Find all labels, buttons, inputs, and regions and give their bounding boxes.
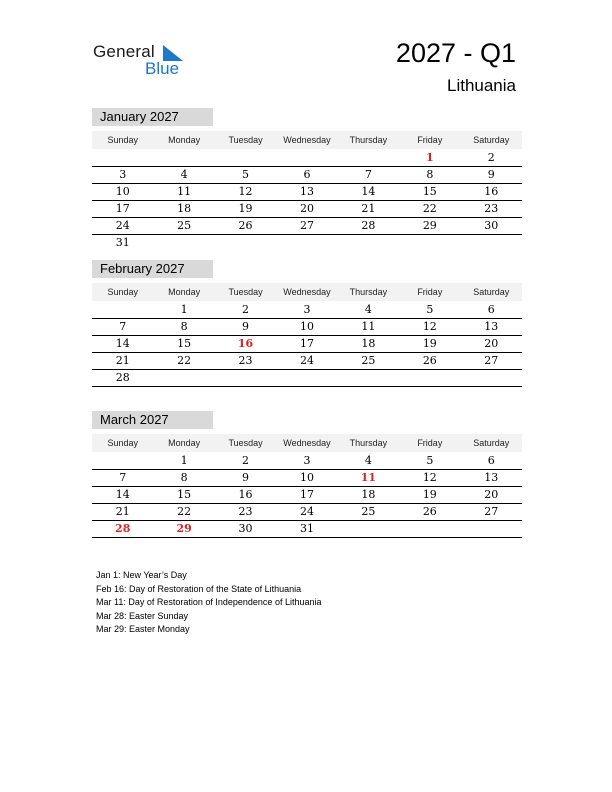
month-february — [92, 260, 522, 387]
day-cell: 31 — [115, 236, 130, 250]
day-cell: 10 — [276, 469, 337, 486]
weekday-label: Sunday — [92, 283, 153, 301]
day-cell: 28 — [338, 217, 399, 234]
holiday-notes — [96, 569, 321, 637]
weekday-label: Wednesday — [276, 283, 337, 301]
empty-day-cell — [338, 520, 399, 537]
day-cell: 13 — [461, 318, 522, 335]
week-row — [92, 234, 522, 251]
empty-day-cell — [92, 149, 153, 166]
month-title: March 2027 — [92, 411, 213, 429]
weekday-label: Friday — [399, 434, 460, 452]
weekday-label: Monday — [153, 434, 214, 452]
empty-day-cell — [153, 149, 214, 166]
day-cell: 27 — [276, 217, 337, 234]
empty-day-cell — [276, 234, 337, 251]
day-cell: 1 — [153, 452, 214, 469]
day-cell: 18 — [338, 486, 399, 503]
day-cell: 19 — [399, 486, 460, 503]
day-cell: 31 — [276, 520, 337, 537]
day-cell: 29 — [153, 520, 214, 537]
day-cell: 28 — [92, 520, 153, 537]
day-cell: 14 — [338, 183, 399, 200]
logo-general-text: General — [93, 42, 155, 61]
week-row — [92, 335, 522, 352]
weekday-label: Thursday — [338, 131, 399, 149]
day-cell: 15 — [153, 486, 214, 503]
empty-day-cell — [461, 234, 522, 251]
day-cell: 21 — [92, 352, 153, 369]
weekday-label: Thursday — [338, 283, 399, 301]
day-cell: 6 — [461, 452, 522, 469]
empty-day-cell — [276, 369, 337, 386]
empty-day-cell — [153, 369, 214, 386]
day-cell: 11 — [153, 183, 214, 200]
weekday-label: Tuesday — [215, 131, 276, 149]
day-cell: 4 — [153, 166, 214, 183]
day-cell: 5 — [399, 452, 460, 469]
empty-day-cell — [215, 149, 276, 166]
week-row — [92, 149, 522, 166]
day-cell: 20 — [461, 486, 522, 503]
day-cell: 30 — [461, 217, 522, 234]
day-cell: 1 — [399, 149, 460, 166]
weekday-label: Wednesday — [276, 434, 337, 452]
weekday-header-row — [92, 283, 522, 301]
month-january — [92, 108, 522, 251]
week-row — [92, 469, 522, 486]
day-cell: 22 — [153, 503, 214, 520]
weekday-label: Friday — [399, 131, 460, 149]
holiday-note: Mar 28: Easter Sunday — [96, 610, 189, 621]
day-cell: 21 — [92, 503, 153, 520]
day-cell: 24 — [92, 217, 153, 234]
holiday-note: Mar 11: Day of Restoration of Independence of Lithuania — [96, 597, 322, 607]
empty-day-cell — [92, 452, 153, 469]
page-title: 2027 - Q1 — [395, 38, 516, 68]
brand-logo — [93, 40, 193, 80]
day-cell: 25 — [153, 217, 214, 234]
weekday-label: Tuesday — [215, 434, 276, 452]
day-cell: 25 — [338, 503, 399, 520]
day-cell: 17 — [276, 335, 337, 352]
day-cell: 19 — [399, 335, 460, 352]
day-cell: 4 — [338, 301, 399, 318]
day-cell: 30 — [215, 520, 276, 537]
empty-day-cell — [461, 520, 522, 537]
month-title: January 2027 — [92, 108, 213, 126]
day-cell: 8 — [153, 318, 214, 335]
weekday-label: Sunday — [92, 131, 153, 149]
month-title: February 2027 — [92, 260, 213, 278]
day-cell: 6 — [276, 166, 337, 183]
day-cell: 11 — [338, 469, 399, 486]
day-cell: 6 — [461, 301, 522, 318]
day-cell: 24 — [276, 352, 337, 369]
calendar-grid — [92, 434, 522, 538]
day-cell: 29 — [399, 217, 460, 234]
weekday-header-row — [92, 131, 522, 149]
day-cell: 17 — [92, 200, 153, 217]
empty-day-cell — [338, 369, 399, 386]
weekday-label: Sunday — [92, 434, 153, 452]
week-row — [92, 520, 522, 537]
day-cell: 11 — [338, 318, 399, 335]
day-cell: 19 — [215, 200, 276, 217]
day-cell: 16 — [215, 486, 276, 503]
day-cell: 13 — [276, 183, 337, 200]
weekday-label: Thursday — [338, 434, 399, 452]
day-cell: 10 — [92, 183, 153, 200]
day-cell: 7 — [92, 469, 153, 486]
weekday-label: Saturday — [461, 283, 522, 301]
country-name: Lithuania — [446, 76, 516, 95]
day-cell: 17 — [276, 486, 337, 503]
day-cell: 26 — [215, 217, 276, 234]
day-cell: 2 — [215, 452, 276, 469]
day-cell: 5 — [399, 301, 460, 318]
day-cell: 3 — [276, 301, 337, 318]
week-row — [92, 183, 522, 200]
day-cell: 14 — [92, 335, 153, 352]
day-cell: 28 — [92, 369, 153, 386]
day-cell: 7 — [338, 166, 399, 183]
week-row — [92, 452, 522, 469]
calendar-grid — [92, 283, 522, 387]
day-cell: 9 — [461, 166, 522, 183]
empty-day-cell — [215, 369, 276, 386]
day-cell: 7 — [92, 318, 153, 335]
day-cell: 3 — [92, 166, 153, 183]
empty-day-cell — [276, 149, 337, 166]
day-cell: 24 — [276, 503, 337, 520]
weekday-label: Monday — [153, 283, 214, 301]
day-cell: 4 — [338, 452, 399, 469]
holiday-note: Mar 29: Easter Monday — [96, 624, 190, 634]
week-row — [92, 200, 522, 217]
day-cell: 27 — [461, 352, 522, 369]
weekday-label: Wednesday — [276, 131, 337, 149]
day-cell: 22 — [399, 200, 460, 217]
day-cell: 22 — [153, 352, 214, 369]
day-cell: 12 — [399, 469, 460, 486]
day-cell: 26 — [399, 352, 460, 369]
week-row — [92, 301, 522, 318]
day-cell: 15 — [153, 335, 214, 352]
empty-day-cell — [399, 520, 460, 537]
day-cell: 14 — [92, 486, 153, 503]
day-cell: 23 — [461, 200, 522, 217]
empty-day-cell — [399, 369, 460, 386]
day-cell: 25 — [338, 352, 399, 369]
day-cell: 9 — [215, 318, 276, 335]
weekday-label: Monday — [153, 131, 214, 149]
day-cell: 20 — [461, 335, 522, 352]
day-cell: 13 — [461, 469, 522, 486]
logo-blue-text: Blue — [145, 59, 180, 78]
weekday-label: Saturday — [461, 131, 522, 149]
weekday-label: Tuesday — [215, 283, 276, 301]
day-cell: 23 — [215, 503, 276, 520]
day-cell: 26 — [399, 503, 460, 520]
weekday-header-row — [92, 434, 522, 452]
day-cell: 2 — [215, 301, 276, 318]
day-cell: 12 — [215, 183, 276, 200]
calendar-grid — [92, 131, 522, 251]
empty-day-cell — [338, 149, 399, 166]
day-cell: 2 — [461, 149, 522, 166]
day-cell: 8 — [399, 166, 460, 183]
day-cell: 18 — [153, 200, 214, 217]
day-cell: 15 — [399, 183, 460, 200]
empty-day-cell — [399, 234, 460, 251]
empty-day-cell — [92, 301, 153, 318]
day-cell: 5 — [215, 166, 276, 183]
empty-day-cell — [338, 234, 399, 251]
empty-day-cell — [215, 234, 276, 251]
day-cell: 18 — [338, 335, 399, 352]
month-march — [92, 411, 522, 538]
week-row — [92, 503, 522, 520]
week-row — [92, 352, 522, 369]
week-row — [92, 318, 522, 335]
day-cell: 23 — [215, 352, 276, 369]
week-row — [92, 369, 522, 386]
day-cell: 9 — [215, 469, 276, 486]
day-cell: 8 — [153, 469, 214, 486]
week-row — [92, 166, 522, 183]
holiday-note: Feb 16: Day of Restoration of the State of Lithuania — [96, 583, 302, 594]
holiday-note: Jan 1: New Year’s Day — [96, 570, 187, 580]
day-cell: 16 — [215, 335, 276, 352]
week-row — [92, 486, 522, 503]
day-cell: 12 — [399, 318, 460, 335]
day-cell: 21 — [338, 200, 399, 217]
day-cell: 27 — [461, 503, 522, 520]
day-cell: 20 — [276, 200, 337, 217]
day-cell: 16 — [461, 183, 522, 200]
week-row — [92, 217, 522, 234]
weekday-label: Saturday — [461, 434, 522, 452]
day-cell: 3 — [276, 452, 337, 469]
day-cell: 10 — [276, 318, 337, 335]
day-cell: 1 — [153, 301, 214, 318]
empty-day-cell — [461, 369, 522, 386]
empty-day-cell — [153, 234, 214, 251]
weekday-label: Friday — [399, 283, 460, 301]
